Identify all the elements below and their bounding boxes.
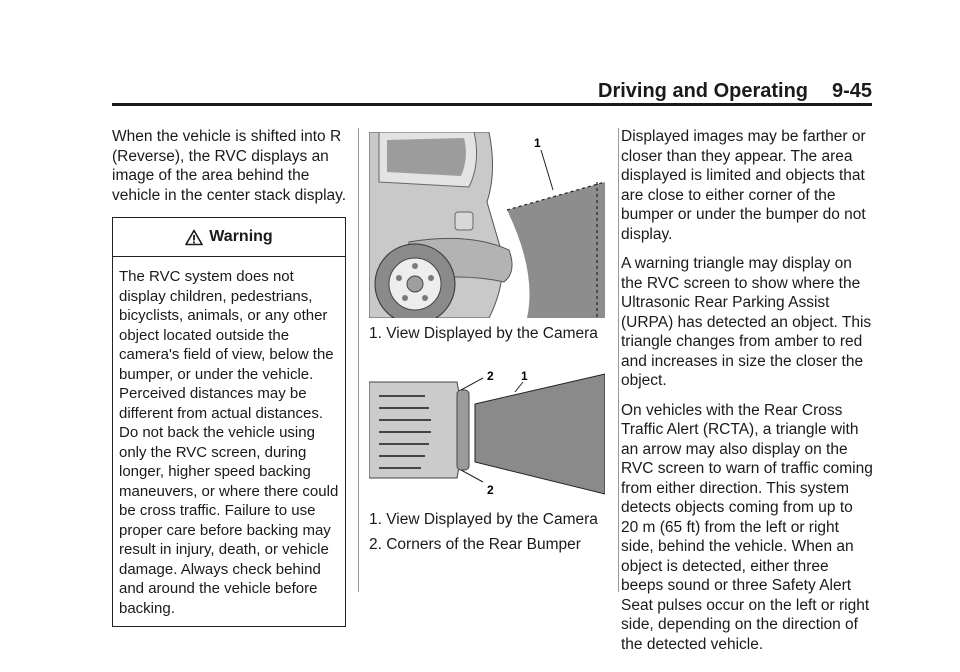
column-divider — [358, 128, 359, 592]
figure-caption: 1. View Displayed by the Camera — [369, 510, 598, 528]
paragraph: A warning triangle may display on the RVC screen to show where the Ultrasonic Rear Parking Assist (URPA) has detected an object. This triangle changes from amber to red and increases in size the closer the object. — [621, 255, 872, 389]
page-number: 9-45 — [831, 80, 872, 102]
warning-triangle-icon — [185, 229, 203, 246]
page-header — [598, 80, 872, 103]
bumper-corners-figure — [369, 370, 605, 500]
column-1 — [112, 127, 348, 627]
figure-caption: 2. Corners of the Rear Bumper — [369, 536, 581, 553]
section-title: Driving and Operating — [598, 80, 809, 102]
camera-view-figure — [369, 132, 605, 318]
figure-callout: 2 — [487, 369, 494, 383]
figure-callout: 1 — [534, 136, 541, 150]
warning-box — [112, 217, 346, 627]
warning-title: Warning — [209, 228, 273, 246]
figure-callout: 1 — [521, 369, 528, 383]
figure-caption-list — [369, 510, 605, 555]
warning-text: The RVC system does not display children, pedestrians, bicyclists, animals, or any other object located outside the camera's field of view, below the bumper, or under the vehicle. Perceived distances may be different from actual distances. Do not back the vehicle using only the RVC screen, during longer, higher speed backing maneuvers, or where there could be cross traffic. Failure to use proper care before backing may result in injury, death, or vehicle damage. Always check behind and around the vehicle before backing. — [119, 268, 339, 617]
paragraph: Displayed images may be farther or closer than they appear. The area displayed is limited and objects that are close to either corner of the bumper or under the bumper do not display. — [621, 128, 866, 243]
column-3 — [621, 127, 873, 664]
column-divider — [618, 128, 619, 592]
figure-caption: 1. View Displayed by the Camera — [369, 325, 598, 342]
column-2 — [369, 132, 605, 561]
intro-paragraph: When the vehicle is shifted into R (Reverse), the RVC displays an image of the area behind the vehicle in the center stack display. — [112, 128, 347, 204]
warning-header — [113, 218, 345, 257]
figure-callout: 2 — [487, 482, 494, 497]
header-rule — [112, 103, 872, 106]
paragraph: On vehicles with the Rear Cross Traffic Alert (RCTA), a triangle with an arrow may also display on the RVC screen to warn of traffic coming from either direction. This system detects objects coming from up to 20 m (65 ft) from the left or right side, behind the vehicle. When an object is detected, either three beeps sound or three Safety Alert Seat pulses occur on the left or right side, depending on the direction of the detected vehicle. — [621, 401, 873, 653]
